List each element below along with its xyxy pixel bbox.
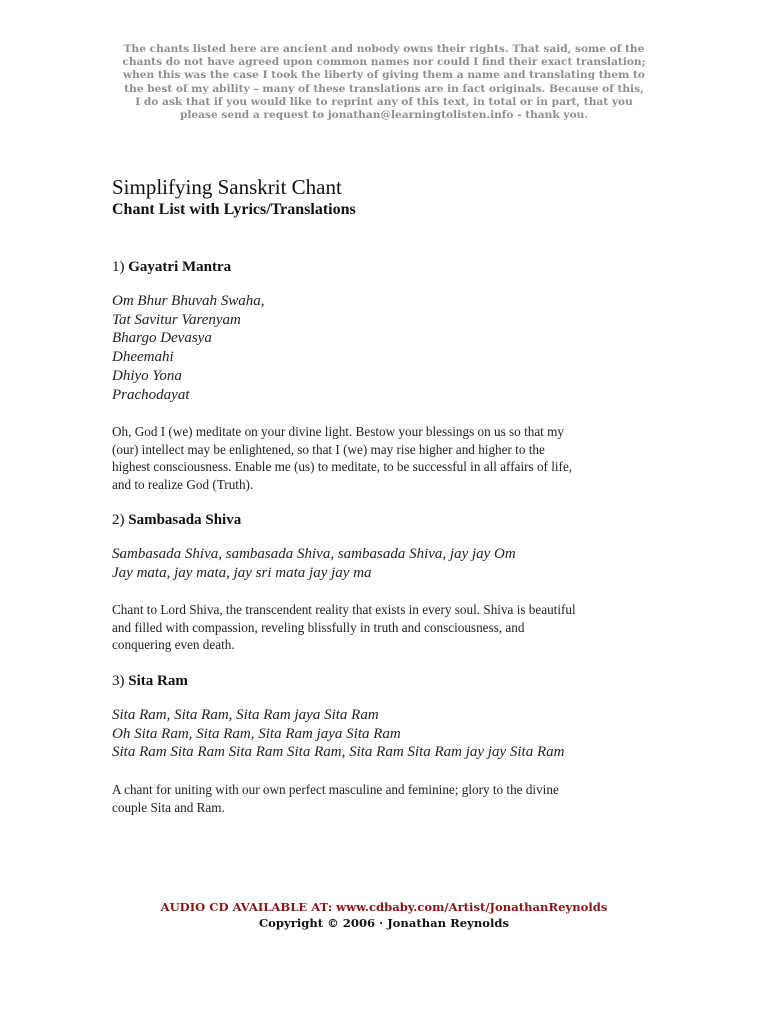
- chant-name: Sita Ram: [128, 673, 188, 689]
- notice-line: please send a request to jonathan@learningtolisten.info - thank you.: [179, 109, 589, 122]
- chant-heading: [112, 673, 188, 690]
- translation-line: couple Sita and Ram.: [112, 799, 225, 815]
- chant-name: Sambasada Shiva: [128, 512, 242, 528]
- notice-line: The chants listed here are ancient and nobody owns their rights. That said, some of the: [123, 43, 645, 55]
- lyric-line: Dhiyo Yona: [112, 367, 182, 384]
- notice-line: chants do not have agreed upon common names nor could I find their exact translation;: [122, 56, 646, 69]
- audio-cd-link[interactable]: AUDIO CD AVAILABLE AT: www.cdbaby.com/Artist/JonathanReynolds: [160, 900, 608, 914]
- lyric-line: Oh Sita Ram, Sita Ram, Sita Ram jaya Sita Ram: [112, 725, 401, 742]
- translation-line: Chant to Lord Shiva, the transcendent reality that exists in every soul. Shiva is beautiful: [112, 602, 576, 617]
- chant-number: 3): [112, 673, 125, 689]
- lyric-line: Sita Ram Sita Ram Sita Ram Sita Ram, Sita Ram Sita Ram jay jay Sita Ram: [112, 744, 565, 761]
- chant-translation: [112, 781, 559, 816]
- translation-line: and to realize God (Truth).: [112, 476, 254, 492]
- chant-lyrics: [112, 292, 265, 404]
- lyric-line: Om Bhur Bhuvah Swaha,: [112, 293, 265, 309]
- translation-line: and filled with compassion, reveling blissfully in truth and consciousness, and: [112, 619, 525, 635]
- lyric-line: Prachodayat: [112, 386, 190, 403]
- translation-line: Oh, God I (we) meditate on your divine light. Bestow your blessings on us so that my: [112, 424, 564, 439]
- document-subtitle: Chant List with Lyrics/Translations: [112, 201, 356, 218]
- document-title: Simplifying Sanskrit Chant: [112, 175, 342, 199]
- chant-lyrics: [112, 706, 564, 762]
- notice-line: I do ask that if you would like to reprint any of this text, in total or in part, that you: [135, 95, 633, 108]
- chant-number: 2): [112, 512, 125, 528]
- translation-line: highest consciousness. Enable me (us) to meditate, to be successful in all affairs of life,: [112, 459, 573, 475]
- lyric-line: Sambasada Shiva, sambasada Shiva, sambasada Shiva, jay jay Om: [112, 546, 516, 562]
- chant-lyrics: [112, 545, 516, 582]
- lyric-line: Jay mata, jay mata, jay sri mata jay jay ma: [112, 564, 372, 581]
- lyric-line: Tat Savitur Varenyam: [112, 311, 241, 328]
- notice-line: the best of my ability – many of these translations are in fact originals. Because of this,: [124, 82, 644, 95]
- copyright-line: Copyright © 2006 · Jonathan Reynolds: [258, 916, 510, 930]
- notice-line: when this was the case I took the liberty of giving them a name and translating them to: [122, 69, 645, 82]
- translation-line: A chant for uniting with our own perfect masculine and feminine; glory to the divine: [112, 782, 559, 797]
- chant-translation: [112, 423, 572, 493]
- chant-translation: [112, 601, 576, 654]
- chant-number: 1): [112, 259, 125, 275]
- chant-heading: [112, 259, 231, 276]
- chant-name: Gayatri Mantra: [128, 259, 232, 275]
- copyright-notice: [120, 43, 648, 122]
- lyric-line: Sita Ram, Sita Ram, Sita Ram jaya Sita Ram: [112, 707, 379, 723]
- translation-line: (our) intellect may be enlightened, so that I (we) may rise higher and higher to the: [112, 441, 545, 457]
- lyric-line: Dheemahi: [112, 349, 174, 366]
- translation-line: conquering even death.: [112, 637, 235, 653]
- lyric-line: Bhargo Devasya: [112, 330, 212, 347]
- chant-heading: [112, 512, 241, 529]
